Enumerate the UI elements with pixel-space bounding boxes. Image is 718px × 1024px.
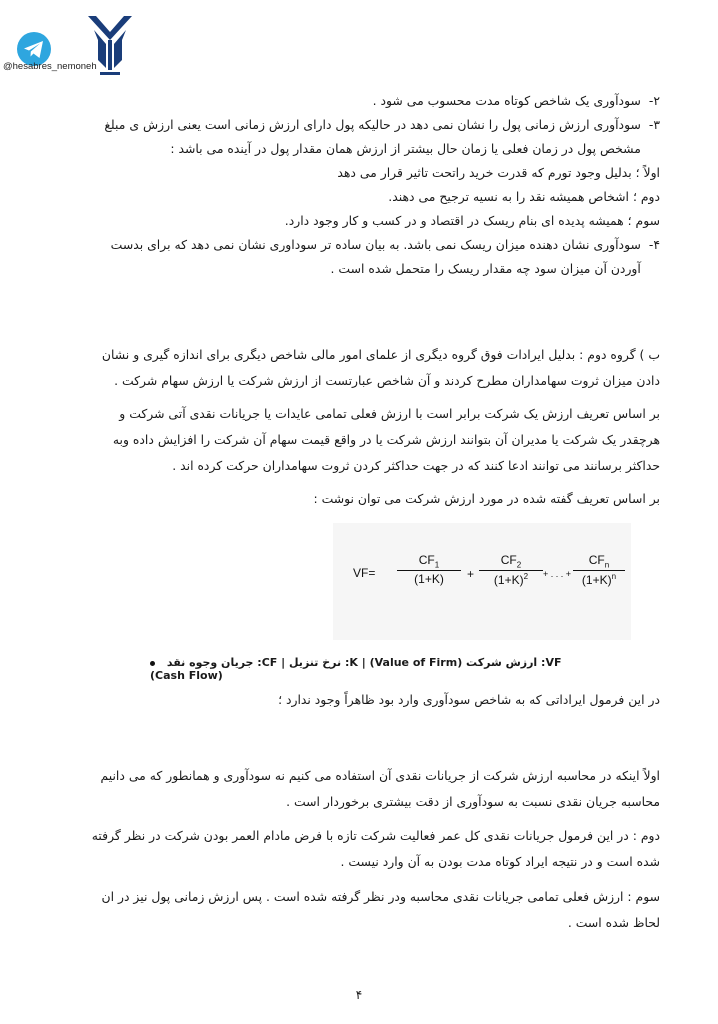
fraction-term-1 [397, 553, 461, 586]
bullet-icon [150, 661, 155, 666]
ellipsis-dots: + . . . + [543, 569, 572, 579]
term1-denominator: (1+K) [414, 572, 444, 587]
third-reason-paragraph: سوم : ارزش فعلی تمامی جریانات نقدی محاسبه ودر نظر گرفته شده است . پس ارزش زمانی پول نیز در ان لحاظ شده است . [101, 889, 660, 930]
definition-paragraph: بر اساس تعریف ارزش یک شرکت برابر است با ارزش فعلی تمامی عایدات یا جریانات نقدی آتی شرکت و هرچقدر یک شرکت یا مدیران آن بتوانند ارزش شرکت یا در واقع قیمت سهام آن شرکت را افزایش داده وبه حداکثر برسانند می توانند ادعا کنند که در جهت حداکثر کردن ثروت سهامداران حرکت کرده اند . [112, 406, 660, 473]
group2-paragraph: ب ) گروه دوم : بدلیل ایرادات فوق گروه دیگری از علمای امور مالی شاخص دیگری برای اندازه گیری و نشان دادن میزان ثروت سهامداران مطرح کردند و آن شاخص عبارتست از ارزش شرکت یا ارزش سهام شرکت . [101, 347, 660, 388]
plus-sign: + [467, 567, 475, 581]
page-number: ۴ [355, 988, 363, 1002]
list-item [80, 233, 660, 281]
termn-sub: n [604, 560, 610, 570]
formula-legend [150, 656, 580, 682]
sub-item: اولاً ؛ بدلیل وجود تورم که قدرت خرید راتحت تاثیر قرار می دهد [337, 165, 660, 180]
numbered-list-top [80, 89, 660, 281]
sub-item: سوم ؛ همیشه پدیده ای بنام ریسک در اقتصاد و در کسب و کار وجود دارد. [284, 213, 660, 228]
item-number: ۲- [648, 93, 660, 108]
sub-item: دوم ؛ اشخاص همیشه نقد را به نسیه ترجیح می دهند. [388, 189, 660, 204]
term2-sub: 2 [516, 560, 522, 570]
termn-numerator: CF [588, 553, 605, 567]
no-flaw-paragraph: در این فرمول ایراداتی که به شاخص سودآوری وارد بود ظاهراً وجود ندارد ؛ [278, 692, 660, 707]
item-number: ۴- [648, 237, 660, 252]
formula-lhs: VF= [353, 566, 376, 580]
formula-intro: بر اساس تعریف گفته شده در مورد ارزش شرکت می توان نوشت : [313, 491, 660, 506]
item-text: سودآوری ارزش زمانی پول را نشان نمی دهد در حالیکه پول دارای ارزش زمانی است یعنی ارزش ی مبلغ مشخص پول در زمان فعلی یا زمان حال بیشتر از ارزش همان مقدار پول در آینده می باشد : [104, 117, 641, 156]
item-text: سودآوری یک شاخص کوتاه مدت محسوب می شود . [372, 93, 641, 108]
page-header [0, 0, 718, 90]
term1-sub: 1 [434, 560, 440, 570]
legend-text: VF: ارزش شرکت (Value of Firm) | K: نرخ تنزیل | CF: جریان وجوه نقد (Cash Flow) [150, 656, 562, 682]
telegram-handle: @hesabres_nemoneh [3, 61, 97, 72]
formula-box [333, 523, 631, 640]
term1-numerator: CF [418, 553, 435, 567]
list-item [80, 113, 660, 161]
fraction-term-n [573, 553, 625, 587]
fraction-term-2 [479, 553, 543, 587]
list-item [80, 89, 660, 113]
item-number: ۳- [648, 117, 660, 132]
termn-denominator: (1+K) [581, 573, 612, 588]
university-logo-icon [84, 10, 136, 78]
item-text: سودآوری نشان دهنده میزان ریسک نمی باشد. به بیان ساده تر سوداوری نشان نمی دهد که برای بدست آوردن آن میزان سود چه مقدار ریسک را متحمل شده است . [110, 237, 641, 276]
term2-numerator: CF [500, 553, 517, 567]
second-reason-paragraph: دوم : در این فرمول جریانات نقدی کل عمر فعالیت شرکت تازه با فرض مادام العمر بودن شرکت در نظر گرفته شده است و در نتیجه ایراد کوتاه مدت بودن به آن وارد نیست . [91, 828, 660, 869]
term2-denominator: (1+K) [493, 573, 524, 588]
value-of-firm-formula [345, 545, 625, 625]
first-reason-paragraph: اولاً اینکه در محاسبه ارزش شرکت از جریانات نقدی آن استفاده می کنیم نه سودآوری و همانطور که می دانیم محاسبه جریان نقدی نسبت به سودآوری از دقت بیشتری برخوردار است . [100, 768, 660, 809]
termn-exponent: n [611, 572, 617, 582]
term2-exponent: 2 [523, 572, 529, 582]
